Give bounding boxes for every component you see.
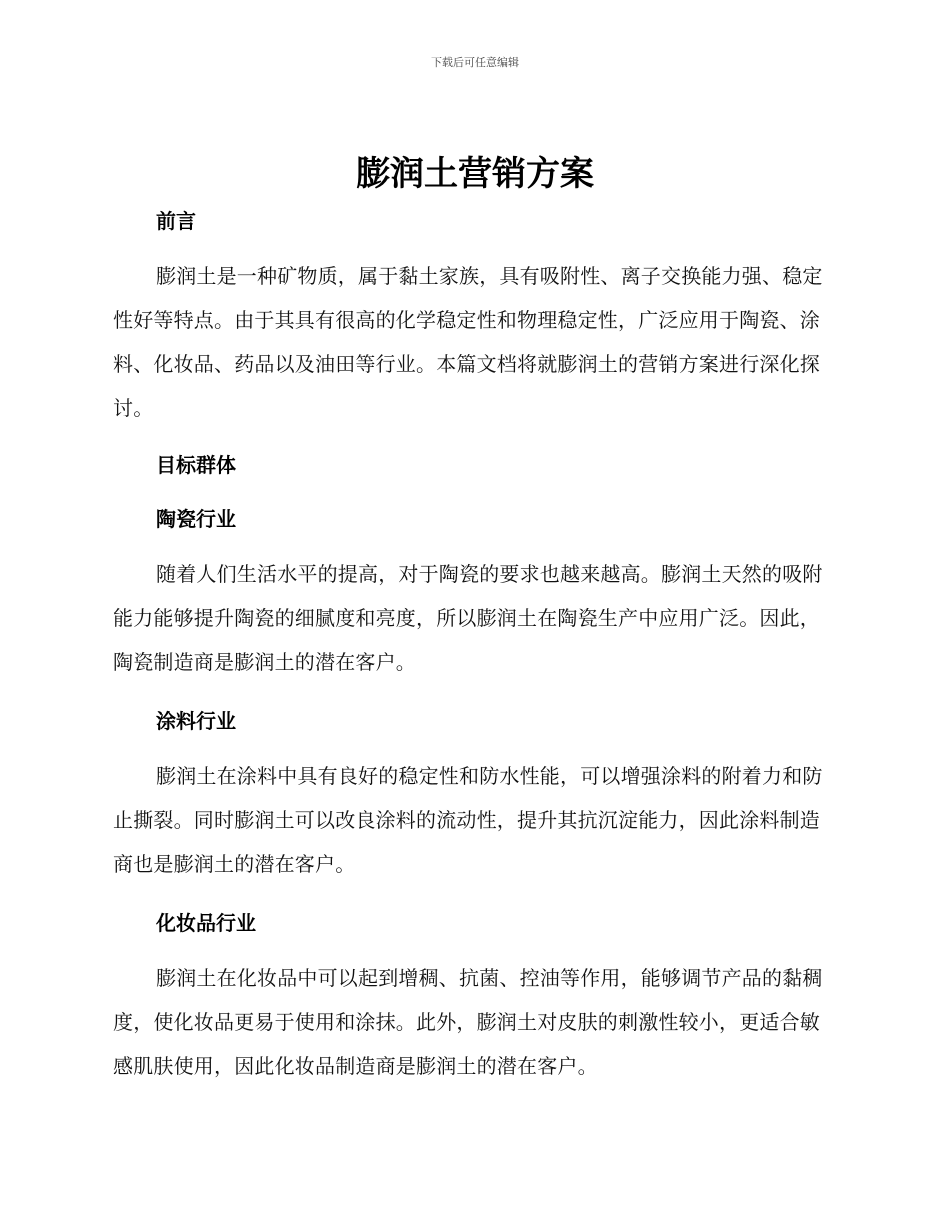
paragraph-preface: 膨润土是一种矿物质，属于黏土家族，具有吸附性、离子交换能力强、稳定性好等特点。由于其具有很高的化学稳定性和物理稳定性，广泛应用于陶瓷、涂料、化妆品、药品以及油田等行业。本篇文档将就膨润土的营销方案进行深化探讨。 — [113, 264, 823, 420]
header-note: 下载后可任意编辑 — [431, 56, 519, 69]
document-body — [113, 150, 837, 1088]
section-heading-target-groups: 目标群体 — [156, 453, 236, 477]
section-heading-ceramics: 陶瓷行业 — [156, 507, 236, 531]
section-heading-preface: 前言 — [156, 209, 196, 233]
document-title: 膨润土营销方案 — [356, 154, 594, 194]
paragraph-ceramics: 随着人们生活水平的提高，对于陶瓷的要求也越来越高。膨润土天然的吸附能力能够提升陶瓷的细腻度和亮度，所以膨润土在陶瓷生产中应用广泛。因此，陶瓷制造商是膨润土的潜在客户。 — [113, 562, 823, 674]
section-heading-cosmetics: 化妆品行业 — [156, 911, 256, 935]
section-heading-coatings: 涂料行业 — [156, 709, 236, 733]
paragraph-cosmetics: 膨润土在化妆品中可以起到增稠、抗菌、控油等作用，能够调节产品的黏稠度，使化妆品更易于使用和涂抹。此外，膨润土对皮肤的刺激性较小，更适合敏感肌肤使用，因此化妆品制造商是膨润土的潜在客户。 — [113, 966, 823, 1078]
paragraph-coatings: 膨润土在涂料中具有良好的稳定性和防水性能，可以增强涂料的附着力和防止撕裂。同时膨润土可以改良涂料的流动性，提升其抗沉淀能力，因此涂料制造商也是膨润土的潜在客户。 — [113, 764, 823, 876]
